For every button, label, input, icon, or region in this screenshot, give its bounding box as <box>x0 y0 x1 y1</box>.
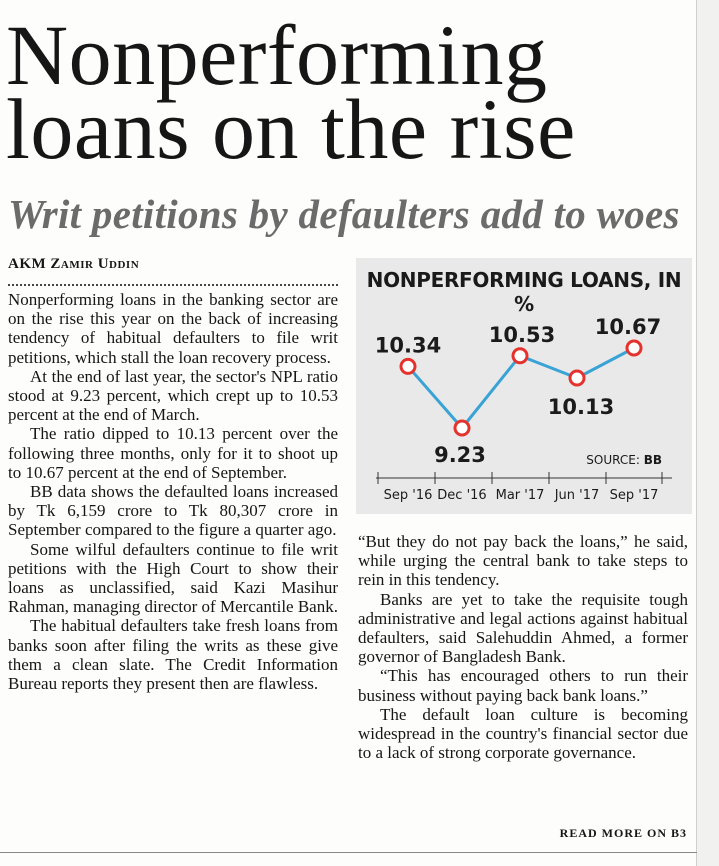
data-point-4 <box>627 341 641 355</box>
article-column-1 <box>8 290 338 693</box>
page-edge-strip <box>696 0 719 866</box>
source-note <box>586 453 662 467</box>
x-tick-label-2: Mar '17 <box>495 488 545 503</box>
paragraph: The habitual defaulters take fresh loans from banks soon after filing the writs as these give them a clean slate. The Credit Information Bureau reports they present then are flawless. <box>8 616 338 694</box>
paragraph: Nonperforming loans in the banking sector are on the rise this year on the back of increasing tendency of habitual defaulters to file writ petitions, which stall the loan recovery process. <box>8 290 338 367</box>
data-point-0 <box>401 359 415 373</box>
headline <box>6 7 576 177</box>
chart-title: NONPERFORMING LOANS, IN % <box>366 268 682 316</box>
byline: AKM Zamir Uddin <box>8 256 140 272</box>
article-column-2 <box>358 532 688 762</box>
source-name: BB <box>643 453 662 467</box>
value-label-1: 9.23 <box>434 443 486 467</box>
npl-chart <box>356 258 692 514</box>
read-more-link[interactable]: READ MORE ON B3 <box>559 826 687 840</box>
source-prefix: SOURCE: <box>586 453 644 467</box>
value-label-4: 10.67 <box>594 315 662 339</box>
headline-line-1: Nonperforming <box>6 7 548 103</box>
paragraph: “But they do not pay back the loans,” he said, while urging the central bank to take steps to rein in this tendency. <box>358 532 688 590</box>
value-label-3: 10.13 <box>547 395 615 419</box>
x-tick-label-0: Sep '16 <box>383 488 433 503</box>
paragraph: Banks are yet to take the requisite tough administrative and legal actions against habitual defaulters, said Salehuddin Ahmed, a former governor of Bangladesh Bank. <box>358 589 688 667</box>
data-point-1 <box>455 421 469 435</box>
paragraph: The default loan culture is becoming widespread in the country's financial sector due to a lack of strong corporate governance. <box>358 704 688 763</box>
value-label-2: 10.53 <box>488 322 556 347</box>
paragraph: BB data shows the defaulted loans increased by Tk 6,159 crore to Tk 80,307 crore in September compared to the figure a quarter ago. <box>8 482 338 540</box>
deck-subheadline: Writ petitions by defaulters add to woes <box>8 191 680 237</box>
chart-plot <box>356 258 692 514</box>
byline-dotted-rule <box>8 284 338 286</box>
x-tick-label-3: Jun '17 <box>554 488 600 503</box>
x-tick-label-4: Sep '17 <box>609 488 659 503</box>
paragraph: Some wilful defaulters continue to file writ petitions with the High Court to show their loans as unclassified, said Kazi Masihur Rahman, managing director of Mercantile Bank. <box>8 539 338 617</box>
x-tick-label-1: Dec '16 <box>437 488 487 503</box>
headline-line-2: loans on the rise <box>6 81 576 177</box>
paragraph: “This has encouraged others to run their business without paying back bank loans.” <box>358 666 688 705</box>
data-point-3 <box>570 371 584 385</box>
value-label-0: 10.34 <box>374 333 442 358</box>
bottom-rule <box>0 852 697 853</box>
paragraph: At the end of last year, the sector's NPL ratio stood at 9.23 percent, which crept up to 10.53 percent at the end of March. <box>8 366 338 425</box>
paragraph: The ratio dipped to 10.13 percent over the following three months, only for it to shoot up to 10.67 percent at the end of September. <box>8 424 338 482</box>
data-point-2 <box>513 349 527 363</box>
